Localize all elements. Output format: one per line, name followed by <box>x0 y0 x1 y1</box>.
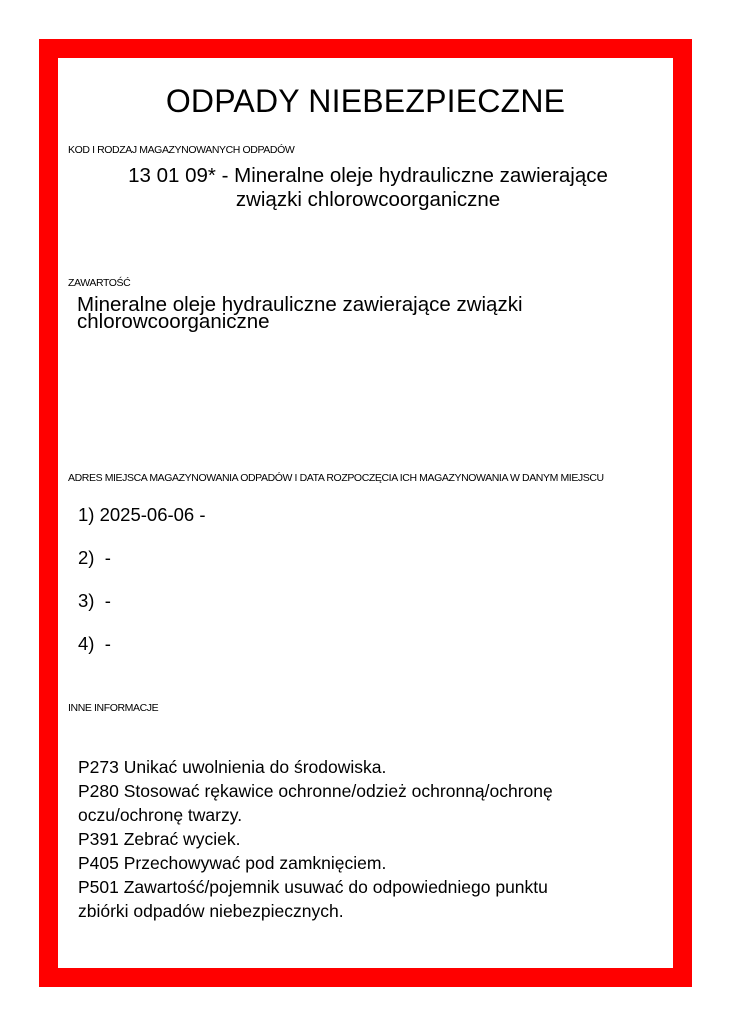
hazardous-waste-label <box>39 39 692 987</box>
content-section-label: ZAWARTOŚĆ <box>68 277 131 289</box>
info-line-p280-cont: oczu/ochronę twarzy. <box>78 805 243 825</box>
label-title: ODPADY NIEBEZPIECZNE <box>165 83 566 119</box>
waste-code-line-2: związki chlorowcoorganiczne <box>235 188 501 211</box>
info-text <box>78 755 648 923</box>
info-section-label: INNE INFORMACJE <box>68 702 159 714</box>
code-section-label: KOD I RODZAJ MAGAZYNOWANYCH ODPADÓW <box>68 144 295 156</box>
info-line-p280: P280 Stosować rękawice ochronne/odzież ochronną/ochronę <box>78 781 553 801</box>
waste-code-line-1: 13 01 09* - Mineralne oleje hydrauliczne zawierające <box>128 164 608 187</box>
address-section-label: ADRES MIEJSCA MAGAZYNOWANIA ODPADÓW I DATA ROZPOCZĘCIA ICH MAGAZYNOWANIA W DANYM MIEJSCU <box>68 472 604 484</box>
content-line-1: Mineralne oleje hydrauliczne zawierające związki <box>77 293 523 316</box>
address-item-4: 4) - <box>78 633 111 654</box>
info-line-p273: P273 Unikać uwolnienia do środowiska. <box>78 757 387 777</box>
address-item-3: 3) - <box>78 590 111 611</box>
info-line-p501: P501 Zawartość/pojemnik usuwać do odpowiedniego punktu <box>78 877 548 897</box>
info-line-p391: P391 Zebrać wyciek. <box>78 829 241 849</box>
address-item-2: 2) - <box>78 547 111 568</box>
content-text <box>77 293 637 333</box>
info-line-p405: P405 Przechowywać pod zamknięciem. <box>78 853 387 873</box>
info-line-p501-cont: zbiórki odpadów niebezpiecznych. <box>78 901 344 921</box>
address-list <box>78 504 618 676</box>
waste-code-text <box>78 164 658 212</box>
content-line-2: chlorowcoorganiczne <box>77 310 270 333</box>
address-item-1: 1) 2025-06-06 - <box>78 504 206 525</box>
